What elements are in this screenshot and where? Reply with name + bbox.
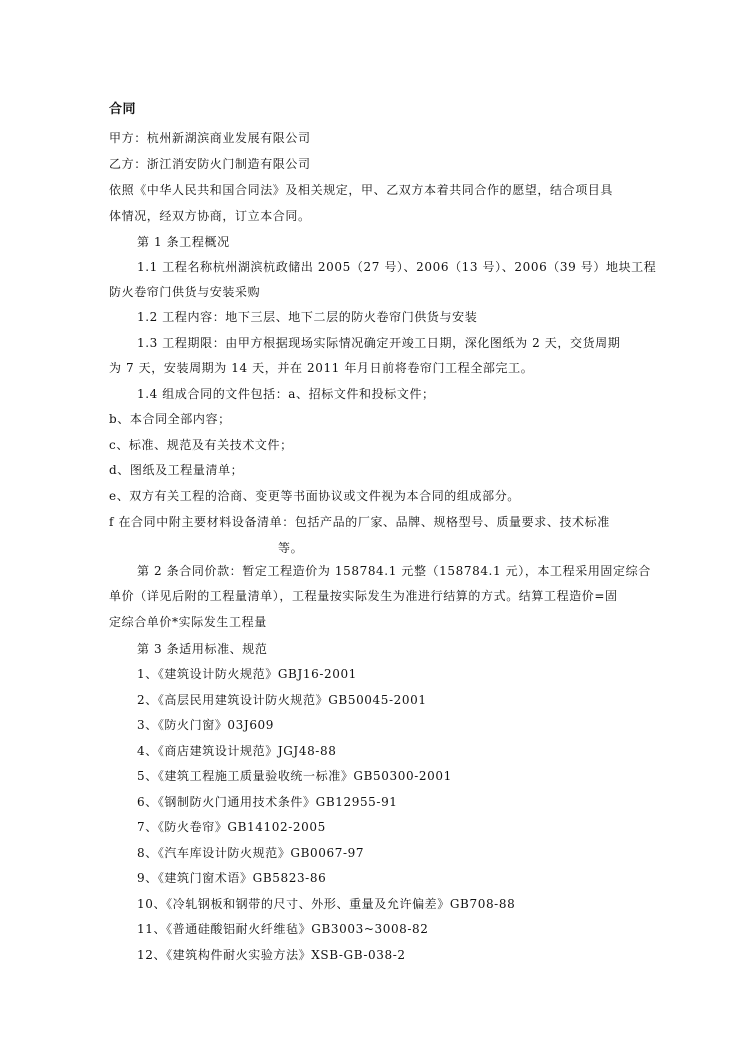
item-1-4: 1.4 组成合同的文件包括：a、招标文件和投标文件； (137, 387, 435, 401)
standard-item: 7、《防火卷帘》GB14102-2005 (137, 820, 326, 834)
standard-item: 8、《汽车库设计防火规范》GB0067-97 (137, 846, 365, 860)
item-1-3-line-1: 1.3 工程期限：由甲方根据现场实际情况确定开竣工日期，深化图纸为 2 天，交货周期 (137, 336, 621, 350)
article-2-line-3: 定综合单价*实际发生工程量 (109, 615, 267, 629)
standard-item: 12、《建筑构件耐火实验方法》XSB-GB-038-2 (137, 948, 406, 962)
item-1-1-line-1: 1.1 工程名称杭州湖滨杭政储出 2005（27 号）、2006（13 号）、2006（39 号）地块工程 (137, 260, 657, 274)
standard-item: 10、《冷轧钢板和钢带的尺寸、外形、重量及允许偏差》GB708-88 (137, 897, 516, 911)
item-1-2: 1.2 工程内容：地下三层、地下二层的防火卷帘门供货与安装 (137, 310, 478, 324)
standard-item: 3、《防火门窗》03J609 (137, 718, 275, 732)
preamble-line-2: 体情况，经双方协商，订立本合同。 (109, 209, 311, 223)
party-a: 甲方：杭州新湖滨商业发展有限公司 (109, 131, 311, 145)
standard-item: 5、《建筑工程施工质量验收统一标准》GB50300-2001 (137, 769, 452, 783)
item-1-1-line-2: 防火卷帘门供货与安装采购 (109, 285, 261, 299)
article-3-heading: 第 3 条适用标准、规范 (137, 642, 268, 656)
standard-item: 2、《高层民用建筑设计防火规范》GB50045-2001 (137, 693, 427, 707)
preamble-line-1: 依照《中华人民共和国合同法》及相关规定，甲、乙双方本着共同合作的愿望，结合项目具 (109, 183, 614, 197)
document-title: 合同 (109, 102, 137, 117)
standard-item: 4、《商店建筑设计规范》JGJ48-88 (137, 744, 337, 758)
article-2-line-2: 单价（详见后附的工程量清单），工程量按实际发生为准进行结算的方式。结算工程造价=固 (109, 589, 618, 603)
standard-item: 9、《建筑门窗术语》GB5823-86 (137, 871, 327, 885)
article-1-heading: 第 1 条工程概况 (137, 235, 230, 249)
item-f-end: 等。 (278, 541, 304, 555)
item-c: c、标准、规范及有关技术文件； (109, 438, 293, 452)
party-b: 乙方：浙江消安防火门制造有限公司 (109, 157, 311, 171)
standard-item: 6、《钢制防火门通用技术条件》GB12955-91 (137, 795, 398, 809)
item-e: e、双方有关工程的洽商、变更等书面协议或文件视为本合同的组成部分。 (109, 489, 520, 503)
item-1-3-line-2: 为 7 天，安装周期为 14 天，并在 2011 年月日前将卷帘门工程全部完工。 (109, 361, 534, 375)
item-d: d、图纸及工程量清单； (109, 463, 244, 477)
article-2-line-1: 第 2 条合同价款：暂定工程造价为 158784.1 元整（158784.1 元），本工程采用固定综合 (137, 564, 651, 578)
standard-item: 11、《普通硅酸铝耐火纤维毡》GB3003~3008-82 (137, 922, 429, 936)
item-f: f 在合同中附主要材料设备清单：包括产品的厂家、品牌、规格型号、质量要求、技术标准 (109, 515, 610, 529)
standard-item: 1、《建筑设计防火规范》GBJ16-2001 (137, 667, 357, 681)
item-b: b、本合同全部内容； (109, 412, 231, 426)
